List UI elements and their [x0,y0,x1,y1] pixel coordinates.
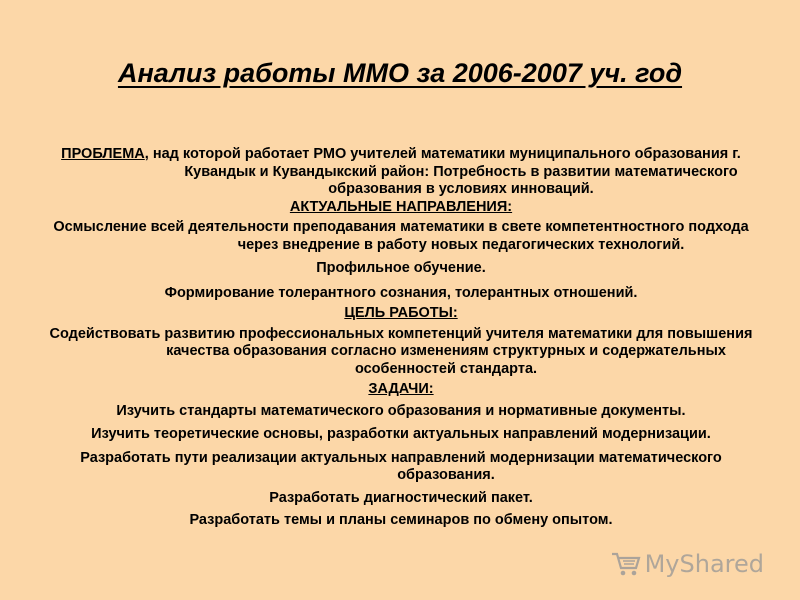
page-title: Анализ работы ММО за 2006-2007 уч. год [117,58,683,88]
problem-label: ПРОБЛЕМА [61,146,145,162]
tasks-heading: ЗАДАЧИ: [368,381,434,397]
goal-heading: ЦЕЛЬ РАБОТЫ: [344,305,458,321]
problem-text: , над которой работает РМО учителей математики муниципального образования г. Кувандык и Кувандыкский район: Потребность в развитии математического образования в условиях инноваций. [144,146,741,197]
goal-text: Содействовать развитию профессиональных компетенций учителя математики для повышения качества образования согласно изменениям структурных и содержательных особенностей стандарта. [49,325,753,377]
direction-item: Осмысление всей деятельности преподавания математики в свете компетентностного подхода через внедрение в работу новых педагогических технологий. [53,219,749,253]
directions-heading: АКТУАЛЬНЫЕ НАПРАВЛЕНИЯ: [289,198,513,215]
task-item: Разработать диагностический пакет. [269,489,533,506]
watermark-text: MyShared [644,550,764,578]
watermark [611,550,764,578]
task-item: Изучить теоретические основы, разработки актуальных направлений модернизации. [91,426,711,442]
task-item: Изучить стандарты математического образования и нормативные документы. [116,402,686,419]
slide-body [34,146,768,530]
task-item: Разработать пути реализации актуальных направлений модернизации математического образования. [80,449,722,483]
direction-item: Формирование толерантного сознания, толерантных отношений. [164,284,638,301]
problem-paragraph [34,146,768,199]
direction-item: Профильное обучение. [316,260,486,276]
task-item: Разработать темы и планы семинаров по обмену опытом. [189,512,613,528]
cart-icon [611,551,641,577]
